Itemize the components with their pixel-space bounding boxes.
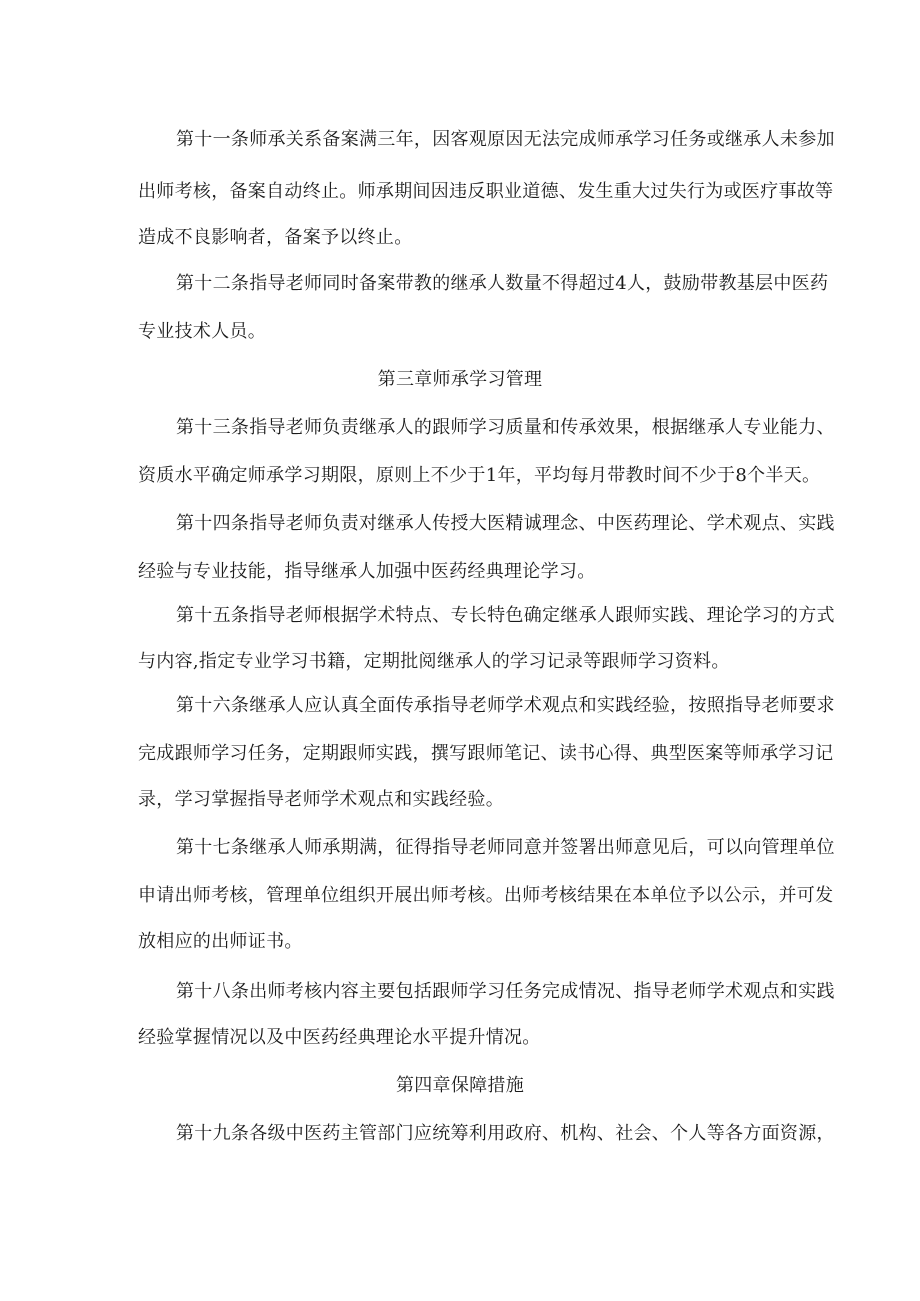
article-18-line-1: 第十八条出师考核内容主要包括跟师学习任务完成情况、指导老师学术观点和实践: [176, 981, 835, 1002]
article-16-line-3: 录，学习掌握指导老师学术观点和实践经验。: [138, 789, 504, 810]
article-19-line-1: 第十九条各级中医药主管部门应统筹利用政府、机构、社会、个人等各方面资源，: [176, 1123, 835, 1144]
article-15-line-2: 与内容,指定专业学习书籍，定期批阅继承人的学习记录等跟师学习资料。: [138, 651, 730, 672]
article-11-line-1: 第十一条师承关系备案满三年，因客观原因无法完成师承学习任务或继承人未参加: [176, 129, 835, 150]
article-13-line-1: 第十三条指导老师负责继承人的跟师学习质量和传承效果，根据继承人专业能力、: [176, 417, 835, 438]
article-11-line-3: 造成不良影响者，备案予以终止。: [138, 227, 413, 248]
article-17-line-1: 第十七条继承人师承期满，征得指导老师同意并签署出师意见后，可以向管理单位: [176, 837, 835, 858]
article-13-line-2: 资质水平确定师承学习期限，原则上不少于1年，平均每月带教时间不少于8个半天。: [138, 465, 821, 486]
article-18-line-2: 经验掌握情况以及中医药经典理论水平提升情况。: [138, 1027, 541, 1048]
article-11-line-2: 出师考核，备案自动终止。师承期间因违反职业道德、发生重大过失行为或医疗事故等: [138, 181, 834, 202]
article-17-line-3: 放相应的出师证书。: [138, 931, 303, 952]
article-15-line-1: 第十五条指导老师根据学术特点、专长特色确定继承人跟师实践、理论学习的方式: [176, 605, 835, 626]
chapter-3-heading: 第三章师承学习管理: [377, 369, 543, 390]
article-14-line-2: 经验与专业技能，指导继承人加强中医药经典理论学习。: [138, 561, 596, 582]
article-17-line-2: 申请出师考核，管理单位组织开展出师考核。出师考核结果在本单位予以公示，并可发: [138, 885, 834, 906]
chapter-4-heading: 第四章保障措施: [395, 1075, 525, 1096]
article-12-line-2: 专业技术人员。: [138, 321, 267, 342]
article-16-line-2: 完成跟师学习任务，定期跟师实践，撰写跟师笔记、读书心得、典型医案等师承学习记: [138, 743, 834, 764]
article-14-line-1: 第十四条指导老师负责对继承人传授大医精诚理念、中医药理论、学术观点、实践: [176, 513, 835, 534]
article-12-line-1: 第十二条指导老师同时备案带教的继承人数量不得超过4人，鼓励带教基层中医药: [176, 273, 829, 294]
article-16-line-1: 第十六条继承人应认真全面传承指导老师学术观点和实践经验，按照指导老师要求: [176, 695, 835, 716]
